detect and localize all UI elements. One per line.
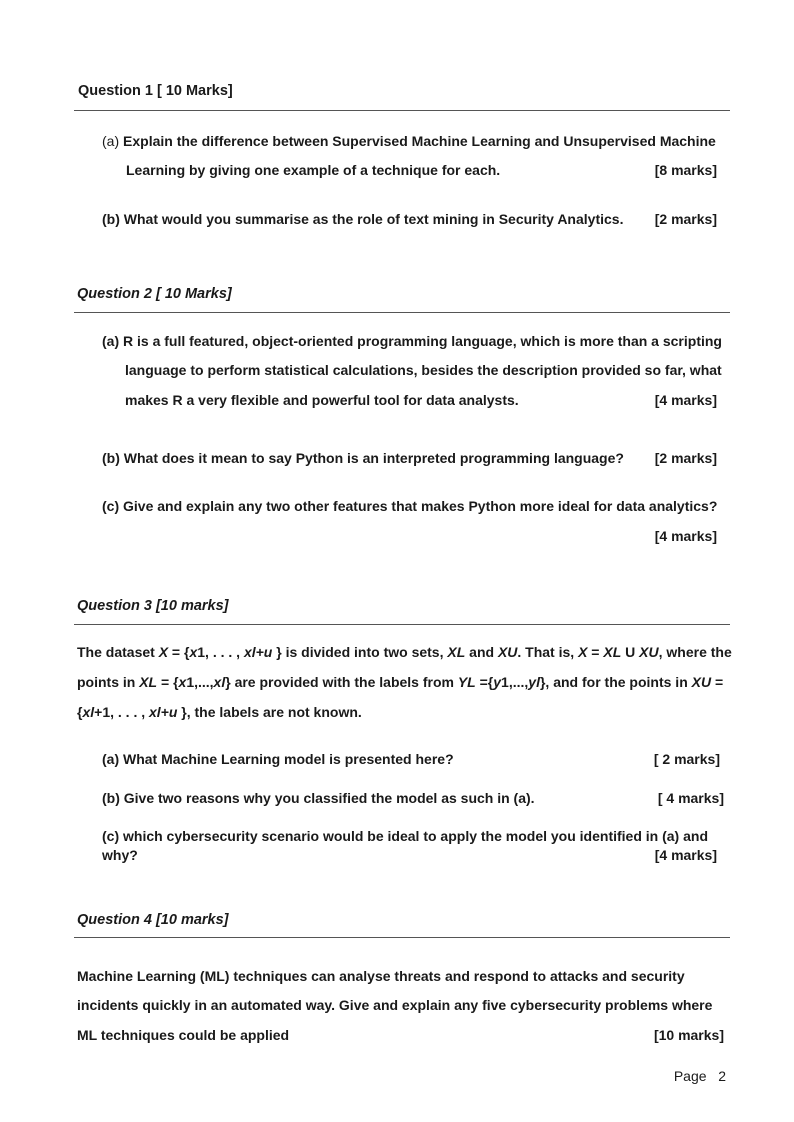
q3-intro-line2: points in XL = {x1,...,xl} are provided with the labels from YL ={y1,...,yl}, and for the points in XU = xyxy=(77,674,724,690)
q4-text-line3: ML techniques could be applied xyxy=(77,1027,290,1043)
question-1-heading: Question 1 [ 10 Marks] xyxy=(78,83,233,99)
page-number: 2 xyxy=(718,1068,726,1084)
q3-part-a-text: (a) What Machine Learning model is presented here? xyxy=(102,751,454,767)
q3-part-c-line2: why? xyxy=(102,847,138,863)
q3-part-c-line1: (c) which cybersecurity scenario would be ideal to apply the model you identified in (a) and xyxy=(102,828,708,844)
q4-text-line2: incidents quickly in an automated way. Give and explain any five cybersecurity problems where xyxy=(77,997,713,1013)
q4-text-line1: Machine Learning (ML) techniques can analyse threats and respond to attacks and security xyxy=(77,968,685,984)
q1-part-a-marks: [8 marks] xyxy=(654,162,717,178)
q3-intro-line3: {xl+1, . . . , xl+u }, the labels are not known. xyxy=(77,704,362,720)
q1-part-a-line1 xyxy=(102,133,716,149)
q2-part-b-text: (b) What does it mean to say Python is an interpreted programming language? xyxy=(102,450,624,466)
question-4-heading: Question 4 [10 marks] xyxy=(77,912,229,928)
question-2-heading: Question 2 [ 10 Marks] xyxy=(77,286,232,302)
q1-part-b-marks: [2 marks] xyxy=(654,211,717,227)
q1-part-a-text1: Explain the difference between Supervised Machine Learning and Unsupervised Machine xyxy=(123,133,716,149)
q2-part-c-text: (c) Give and explain any two other features that makes Python more ideal for data analytics? xyxy=(102,498,718,514)
q1-part-a-line2: Learning by giving one example of a technique for each. xyxy=(126,162,501,178)
q2-part-a-marks: [4 marks] xyxy=(654,392,717,408)
question-3-rule xyxy=(74,624,730,625)
q4-marks: [10 marks] xyxy=(653,1027,724,1043)
q3-part-c-marks: [4 marks] xyxy=(654,847,717,863)
q2-part-a-line3: makes R a very flexible and powerful tool for data analysts. xyxy=(125,392,519,408)
page-label: Page xyxy=(673,1068,707,1084)
question-1-rule xyxy=(74,110,730,111)
q3-intro-line1: The dataset X = {x1, . . . , xl+u } is divided into two sets, XL and XU. That is, X = XL U XU, where the xyxy=(77,644,732,660)
q1-part-a-label: (a) xyxy=(102,133,120,149)
q3-part-b-text: (b) Give two reasons why you classified the model as such in (a). xyxy=(102,790,535,806)
q2-part-a-line1: (a) R is a full featured, object-oriented programming language, which is more than a scripting xyxy=(102,333,722,349)
q2-part-c-marks: [4 marks] xyxy=(654,528,717,544)
question-4-rule xyxy=(74,937,730,938)
q2-part-b-marks: [2 marks] xyxy=(654,450,717,466)
q1-part-b-text: (b) What would you summarise as the role of text mining in Security Analytics. xyxy=(102,211,624,227)
page-footer xyxy=(674,1068,726,1084)
question-3-heading: Question 3 [10 marks] xyxy=(77,598,229,614)
q2-part-a-line2: language to perform statistical calculations, besides the description provided so far, what xyxy=(125,362,722,378)
q3-part-a-marks: [ 2 marks] xyxy=(653,751,720,767)
question-2-rule xyxy=(74,312,730,313)
q3-part-b-marks: [ 4 marks] xyxy=(657,790,724,806)
